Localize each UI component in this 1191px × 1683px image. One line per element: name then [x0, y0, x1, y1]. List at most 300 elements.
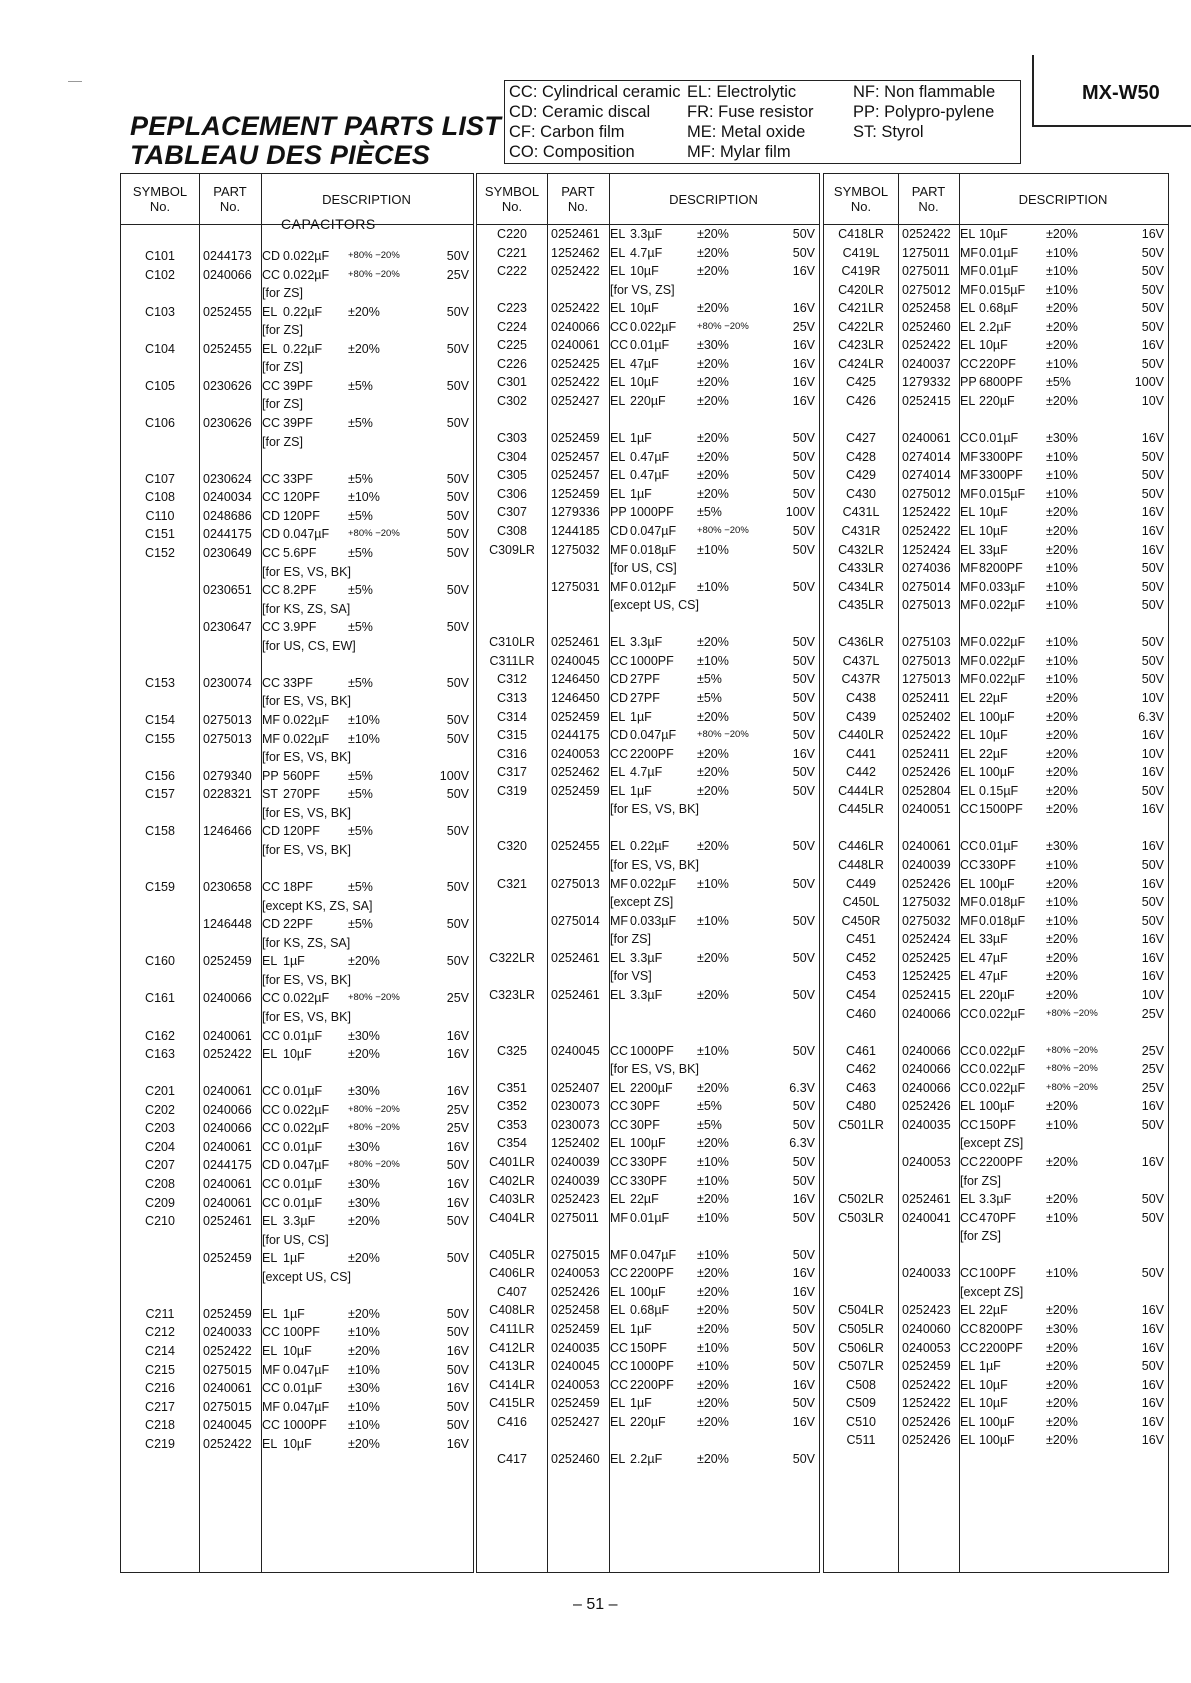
type-code: CC	[960, 1117, 979, 1132]
value: 3.3µF	[630, 950, 663, 965]
tolerance: ±20%	[697, 1451, 729, 1466]
part-no: 0240061	[203, 1028, 252, 1043]
symbol-no: C203	[145, 1121, 175, 1136]
table-row	[477, 1319, 819, 1339]
part-no: 0240066	[902, 1006, 951, 1021]
symbol-no: C461	[846, 1043, 876, 1058]
table-row	[121, 450, 473, 470]
voltage: 50V	[792, 579, 815, 594]
symbol-no: C431R	[841, 523, 881, 538]
tolerance: ±10%	[1046, 486, 1078, 501]
voltage: 16V	[446, 1195, 469, 1210]
part-no: 1279336	[551, 505, 600, 520]
part-no: 0240061	[902, 431, 951, 446]
tolerance: ±20%	[697, 264, 729, 279]
voltage: 16V	[1141, 765, 1164, 780]
part-no: 0240061	[203, 1139, 252, 1154]
table-row	[121, 413, 473, 433]
part-no: 0252422	[902, 338, 951, 353]
tolerance: ±30%	[348, 1139, 380, 1154]
tolerance: ±30%	[697, 338, 729, 353]
part-no: 0252461	[551, 987, 600, 1002]
part-no: 0275013	[203, 713, 252, 727]
table-row	[824, 855, 1168, 875]
part-no: 0252423	[902, 1303, 951, 1318]
part-no: 0252459	[551, 709, 600, 724]
value: 0.022µF	[283, 731, 330, 746]
table-row	[121, 673, 473, 693]
symbol-header: SYMBOL No.	[132, 184, 188, 214]
tolerance: ±20%	[697, 1377, 729, 1392]
value: 100PF	[283, 1325, 320, 1340]
symbol-no: C311LR	[489, 653, 535, 668]
table-row	[477, 874, 819, 894]
value: 0.01µF	[283, 1195, 323, 1210]
symbol-no: C305	[497, 468, 527, 483]
voltage: 50V	[446, 675, 469, 690]
symbol-no: C429	[846, 468, 876, 483]
table-row	[477, 632, 819, 652]
part-no: 1252422	[902, 1396, 951, 1411]
table-row	[477, 391, 819, 411]
table-row	[477, 614, 819, 634]
table-row	[824, 1208, 1168, 1228]
type-code: [except ZS]	[960, 1284, 1024, 1299]
tolerance: +80% −20%	[697, 524, 749, 536]
symbol-no: C320	[497, 839, 527, 854]
table-row	[824, 818, 1168, 838]
voltage: 16V	[1141, 728, 1164, 743]
tolerance: ±20%	[1046, 1433, 1078, 1448]
symbol-no: C207	[145, 1158, 175, 1173]
part-no: 0240037	[902, 356, 951, 371]
part-no: 0240053	[551, 1377, 600, 1392]
part-no: 1252424	[902, 542, 951, 557]
voltage: 50V	[1141, 653, 1164, 668]
value: 1000PF	[630, 505, 674, 520]
part-no: 0252425	[902, 950, 951, 965]
part-no: 0240061	[203, 1084, 252, 1099]
voltage: 100V	[439, 768, 469, 783]
symbol-no: C224	[497, 319, 527, 334]
table-row	[477, 818, 819, 838]
part-no: 0240039	[902, 858, 951, 873]
part-no: 0240035	[902, 1117, 951, 1132]
voltage: 16V	[792, 746, 815, 761]
tolerance: ±20%	[1046, 227, 1078, 241]
table-row	[477, 502, 819, 522]
value: 0.022µF	[283, 713, 330, 727]
part-no: 0230624	[203, 471, 252, 486]
voltage: 50V	[446, 416, 469, 431]
table-row	[121, 320, 473, 340]
voltage: 6.3V	[789, 1136, 815, 1151]
part-no: 0252459	[203, 1251, 252, 1266]
tolerance: ±20%	[697, 486, 729, 501]
part-no: 0240066	[902, 1043, 951, 1058]
table-row	[121, 784, 473, 804]
tolerance: ±10%	[1046, 282, 1078, 297]
type-code: EL	[610, 1322, 626, 1337]
table-row	[121, 896, 473, 916]
voltage: 50V	[792, 449, 815, 464]
tolerance: ±5%	[348, 787, 373, 802]
value: 33µF	[979, 542, 1008, 557]
part-no: 0248686	[203, 508, 252, 523]
type-code: [for VS, ZS]	[610, 282, 675, 297]
tolerance: ±10%	[697, 1247, 729, 1262]
model-number: MX-W50	[1082, 82, 1160, 104]
voltage: 50V	[446, 731, 469, 746]
type-code: [for ZS]	[610, 932, 651, 947]
symbol-no: C420LR	[838, 282, 884, 297]
symbol-no: C301	[497, 375, 527, 390]
table-row	[824, 502, 1168, 522]
voltage: 50V	[792, 913, 815, 928]
type-code: [for ES, VS, BK]	[262, 842, 351, 857]
tolerance: ±20%	[1046, 1099, 1078, 1114]
value: 100µF	[630, 1136, 666, 1151]
symbol-no: C425	[846, 375, 876, 390]
part-no: 0252459	[551, 1396, 600, 1411]
tolerance: ±20%	[697, 375, 729, 390]
type-code: EL	[262, 1436, 278, 1451]
type-code: EL	[960, 1303, 976, 1318]
type-code: CC	[960, 1006, 979, 1021]
table-row	[121, 617, 473, 637]
part-no: 0275014	[902, 579, 951, 594]
voltage: 50V	[792, 1303, 815, 1318]
tolerance: +80% −20%	[1046, 1044, 1098, 1056]
value: 1µF	[283, 954, 305, 969]
part-no: 0252422	[551, 301, 600, 316]
value: 0.22µF	[283, 304, 323, 319]
tolerance: ±10%	[1046, 653, 1078, 668]
type-code: CC	[960, 1340, 979, 1355]
part-no: 0252425	[551, 356, 600, 371]
type-code: CC	[610, 1173, 629, 1188]
tolerance: ±20%	[697, 431, 729, 446]
table-row	[477, 799, 819, 819]
voltage: 16V	[1141, 1322, 1164, 1337]
voltage: 50V	[446, 304, 469, 319]
section-title: CAPACITORS	[281, 216, 376, 232]
tolerance: ±10%	[697, 653, 729, 668]
value: 120PF	[283, 824, 320, 839]
value: 3.3µF	[630, 635, 663, 650]
tolerance: ±20%	[1046, 932, 1078, 947]
voltage: 50V	[792, 1099, 815, 1114]
part-no: 1246466	[203, 824, 252, 839]
tolerance: ±10%	[697, 1155, 729, 1169]
table-row	[477, 280, 819, 300]
tolerance: ±20%	[1046, 691, 1078, 705]
symbol-no: C157	[145, 787, 175, 802]
type-code: EL	[960, 1359, 976, 1374]
table-row	[477, 1412, 819, 1432]
symbol-no: C507LR	[838, 1359, 884, 1374]
voltage: 50V	[792, 523, 815, 538]
type-code: EL	[960, 950, 976, 965]
value: 120PF	[283, 508, 320, 523]
symbol-no: C161	[145, 991, 175, 1006]
type-code: [for ZS]	[960, 1229, 1001, 1244]
value: 0.047µF	[630, 728, 677, 743]
value: 1µF	[630, 783, 652, 798]
type-code: [for KS, ZS, SA]	[262, 935, 351, 950]
type-code: MF	[960, 579, 979, 594]
table-row	[121, 1378, 473, 1398]
value: 100µF	[979, 1433, 1015, 1448]
value: 100µF	[979, 876, 1015, 891]
voltage: 50V	[446, 545, 469, 560]
value: 0.47µF	[630, 468, 670, 483]
value: 100µF	[979, 765, 1015, 780]
type-code: CD	[262, 917, 281, 932]
type-code: EL	[262, 1344, 278, 1359]
value: 220µF	[630, 394, 666, 409]
type-code: CC	[610, 1155, 629, 1169]
voltage: 25V	[792, 319, 815, 334]
tolerance: ±10%	[348, 713, 380, 727]
table-row	[824, 1356, 1168, 1376]
type-code: MF	[610, 542, 629, 557]
table-row	[477, 1282, 819, 1302]
part-no: 0252426	[902, 765, 951, 780]
part-no: 1252402	[551, 1136, 600, 1151]
type-code: [for US, CS]	[262, 1232, 329, 1247]
value: 470PF	[979, 1210, 1016, 1225]
type-code: CC	[960, 1266, 979, 1281]
value: 270PF	[283, 787, 320, 802]
type-code: CC	[262, 1381, 281, 1396]
type-code: CC	[262, 1084, 281, 1099]
tolerance: ±10%	[1046, 1210, 1078, 1225]
symbol-no: C316	[497, 746, 527, 761]
tolerance: ±20%	[348, 1436, 380, 1451]
voltage: 50V	[446, 1325, 469, 1340]
symbol-no: C450R	[841, 913, 881, 928]
table-row	[477, 781, 819, 801]
symbol-no: C434LR	[838, 579, 884, 594]
type-code: [for US, CS]	[610, 561, 677, 576]
symbol-no: C431L	[842, 505, 880, 520]
table-row	[121, 1063, 473, 1083]
table-row	[477, 688, 819, 708]
table-row	[121, 1081, 473, 1101]
table-row	[824, 688, 1168, 708]
part-no: 0252422	[902, 523, 951, 538]
value: 4.7µF	[630, 245, 663, 260]
value: 22µF	[979, 746, 1008, 761]
part-no: 0275013	[902, 598, 951, 613]
symbol-no: C212	[145, 1325, 175, 1340]
symbol-no: C452	[846, 950, 876, 965]
table-row	[477, 465, 819, 485]
table-row	[121, 636, 473, 656]
table-row	[477, 707, 819, 727]
part-no: 0240033	[203, 1325, 252, 1340]
value: 0.01µF	[283, 1028, 323, 1043]
tolerance: ±10%	[1046, 561, 1078, 576]
tolerance: ±10%	[1046, 449, 1078, 464]
part-no: 0252458	[902, 301, 951, 316]
table-row	[477, 1300, 819, 1320]
part-no: 0275011	[551, 1210, 599, 1225]
symbol-no: C303	[497, 431, 527, 446]
column-header	[824, 174, 1168, 225]
tolerance: ±20%	[697, 987, 729, 1002]
type-code: EL	[960, 1099, 976, 1114]
voltage: 50V	[1141, 449, 1164, 464]
voltage: 50V	[446, 583, 469, 598]
tolerance: ±20%	[697, 1266, 729, 1281]
symbol-no: C202	[145, 1102, 175, 1117]
tolerance: ±30%	[348, 1177, 380, 1191]
part-no: 1275013	[902, 672, 951, 687]
part-no: 0230626	[203, 378, 252, 393]
type-code: [for ES, VS, BK]	[610, 858, 699, 873]
part-no: 1244185	[551, 523, 600, 538]
voltage: 50V	[1141, 1266, 1164, 1281]
table-row	[824, 354, 1168, 374]
value: 1000PF	[630, 1043, 674, 1058]
voltage: 50V	[1141, 282, 1164, 297]
symbol-no: C153	[145, 675, 175, 690]
type-code: CC	[262, 1028, 281, 1043]
symbol-no: C430	[846, 486, 876, 501]
tolerance: ±20%	[697, 245, 729, 260]
type-code: MF	[960, 449, 979, 464]
part-no: 0240033	[902, 1266, 951, 1281]
part-no: 0252459	[902, 1359, 951, 1374]
voltage: 16V	[446, 1177, 469, 1191]
symbol-no: C104	[145, 341, 175, 356]
voltage: 50V	[446, 1306, 469, 1321]
type-code: CD	[262, 824, 281, 839]
table-row	[824, 1282, 1168, 1302]
type-code: CC	[262, 583, 281, 598]
table-row	[121, 1118, 473, 1138]
tolerance: ±20%	[697, 356, 729, 371]
voltage: 50V	[446, 1214, 469, 1229]
value: 0.01µF	[630, 1210, 670, 1225]
tolerance: ±5%	[348, 471, 373, 486]
table-row	[121, 1174, 473, 1194]
value: 0.22µF	[283, 341, 323, 356]
value: 2200PF	[979, 1340, 1023, 1355]
voltage: 25V	[1141, 1062, 1164, 1077]
table-row	[121, 376, 473, 396]
type-code: ST	[262, 787, 278, 802]
table-row	[477, 1263, 819, 1283]
voltage: 16V	[792, 1192, 815, 1207]
part-no: 1252462	[551, 245, 600, 260]
abbreviation-entry: CC: Cylindrical ceramic	[509, 83, 681, 101]
tolerance: ±5%	[697, 672, 722, 687]
tolerance: ±20%	[697, 1303, 729, 1318]
symbol-no: C102	[145, 267, 175, 282]
voltage: 50V	[446, 917, 469, 932]
table-row	[824, 1059, 1168, 1079]
part-no: 0240053	[551, 1266, 600, 1281]
value: 1000PF	[630, 1359, 674, 1374]
symbol-no: C424LR	[838, 356, 884, 371]
part-no: 0240053	[551, 746, 600, 761]
part-no: 0252422	[902, 728, 951, 743]
tolerance: ±20%	[1046, 1303, 1078, 1318]
value: 18PF	[283, 880, 313, 895]
value: 3.3µF	[283, 1214, 316, 1229]
type-code: EL	[610, 839, 626, 854]
table-row	[477, 577, 819, 597]
tolerance: ±10%	[348, 490, 380, 505]
part-no: 0230626	[203, 416, 252, 431]
symbol-no: C453	[846, 969, 876, 984]
value: 0.018µF	[630, 542, 677, 557]
type-code: CC	[262, 1325, 281, 1340]
part-no: 0240066	[902, 1062, 951, 1077]
symbol-no: C210	[145, 1214, 175, 1229]
type-code: [except US, CS]	[262, 1269, 351, 1284]
tolerance: ±10%	[1046, 579, 1078, 594]
value: 100µF	[979, 1414, 1015, 1429]
symbol-no: C163	[145, 1047, 175, 1062]
value: 10µF	[979, 338, 1008, 353]
value: 0.022µF	[283, 1121, 330, 1136]
symbol-no: C437R	[841, 672, 881, 687]
part-no: 0252411	[902, 746, 950, 761]
table-row	[121, 1248, 473, 1268]
tolerance: ±30%	[348, 1381, 380, 1396]
table-row	[121, 1137, 473, 1157]
type-code: EL	[262, 1306, 278, 1321]
column-header	[477, 174, 819, 225]
page-number: – 51 –	[573, 1596, 618, 1613]
voltage: 25V	[446, 991, 469, 1006]
type-code: EL	[262, 304, 278, 319]
type-code: CC	[960, 858, 979, 873]
value: 8200PF	[979, 561, 1023, 576]
symbol-no: C445LR	[838, 802, 884, 817]
voltage: 50V	[1141, 1192, 1164, 1207]
symbol-no: C446LR	[838, 839, 884, 854]
type-code: EL	[960, 301, 976, 316]
type-code: EL	[262, 1047, 278, 1062]
value: 100µF	[979, 709, 1015, 724]
voltage: 10V	[1141, 746, 1164, 761]
table-row	[824, 1096, 1168, 1116]
voltage: 50V	[446, 378, 469, 393]
value: 1500PF	[979, 802, 1023, 817]
value: 8.2PF	[283, 583, 317, 598]
type-code: MF	[262, 731, 281, 746]
symbol-no: C428	[846, 449, 876, 464]
part-no: 0230073	[551, 1099, 600, 1114]
part-no: 0275015	[551, 1247, 600, 1262]
symbol-no: C442	[846, 765, 876, 780]
tolerance: ±5%	[1046, 375, 1071, 390]
table-row	[121, 432, 473, 452]
symbol-no: C215	[145, 1362, 175, 1377]
symbol-no: C433LR	[838, 561, 884, 576]
value: 47µF	[630, 356, 659, 371]
symbol-no: C415LR	[489, 1396, 535, 1411]
table-row	[121, 729, 473, 749]
symbol-no: C325	[497, 1043, 527, 1058]
parts-column-3	[823, 173, 1169, 1573]
part-no: 0252460	[902, 319, 951, 334]
